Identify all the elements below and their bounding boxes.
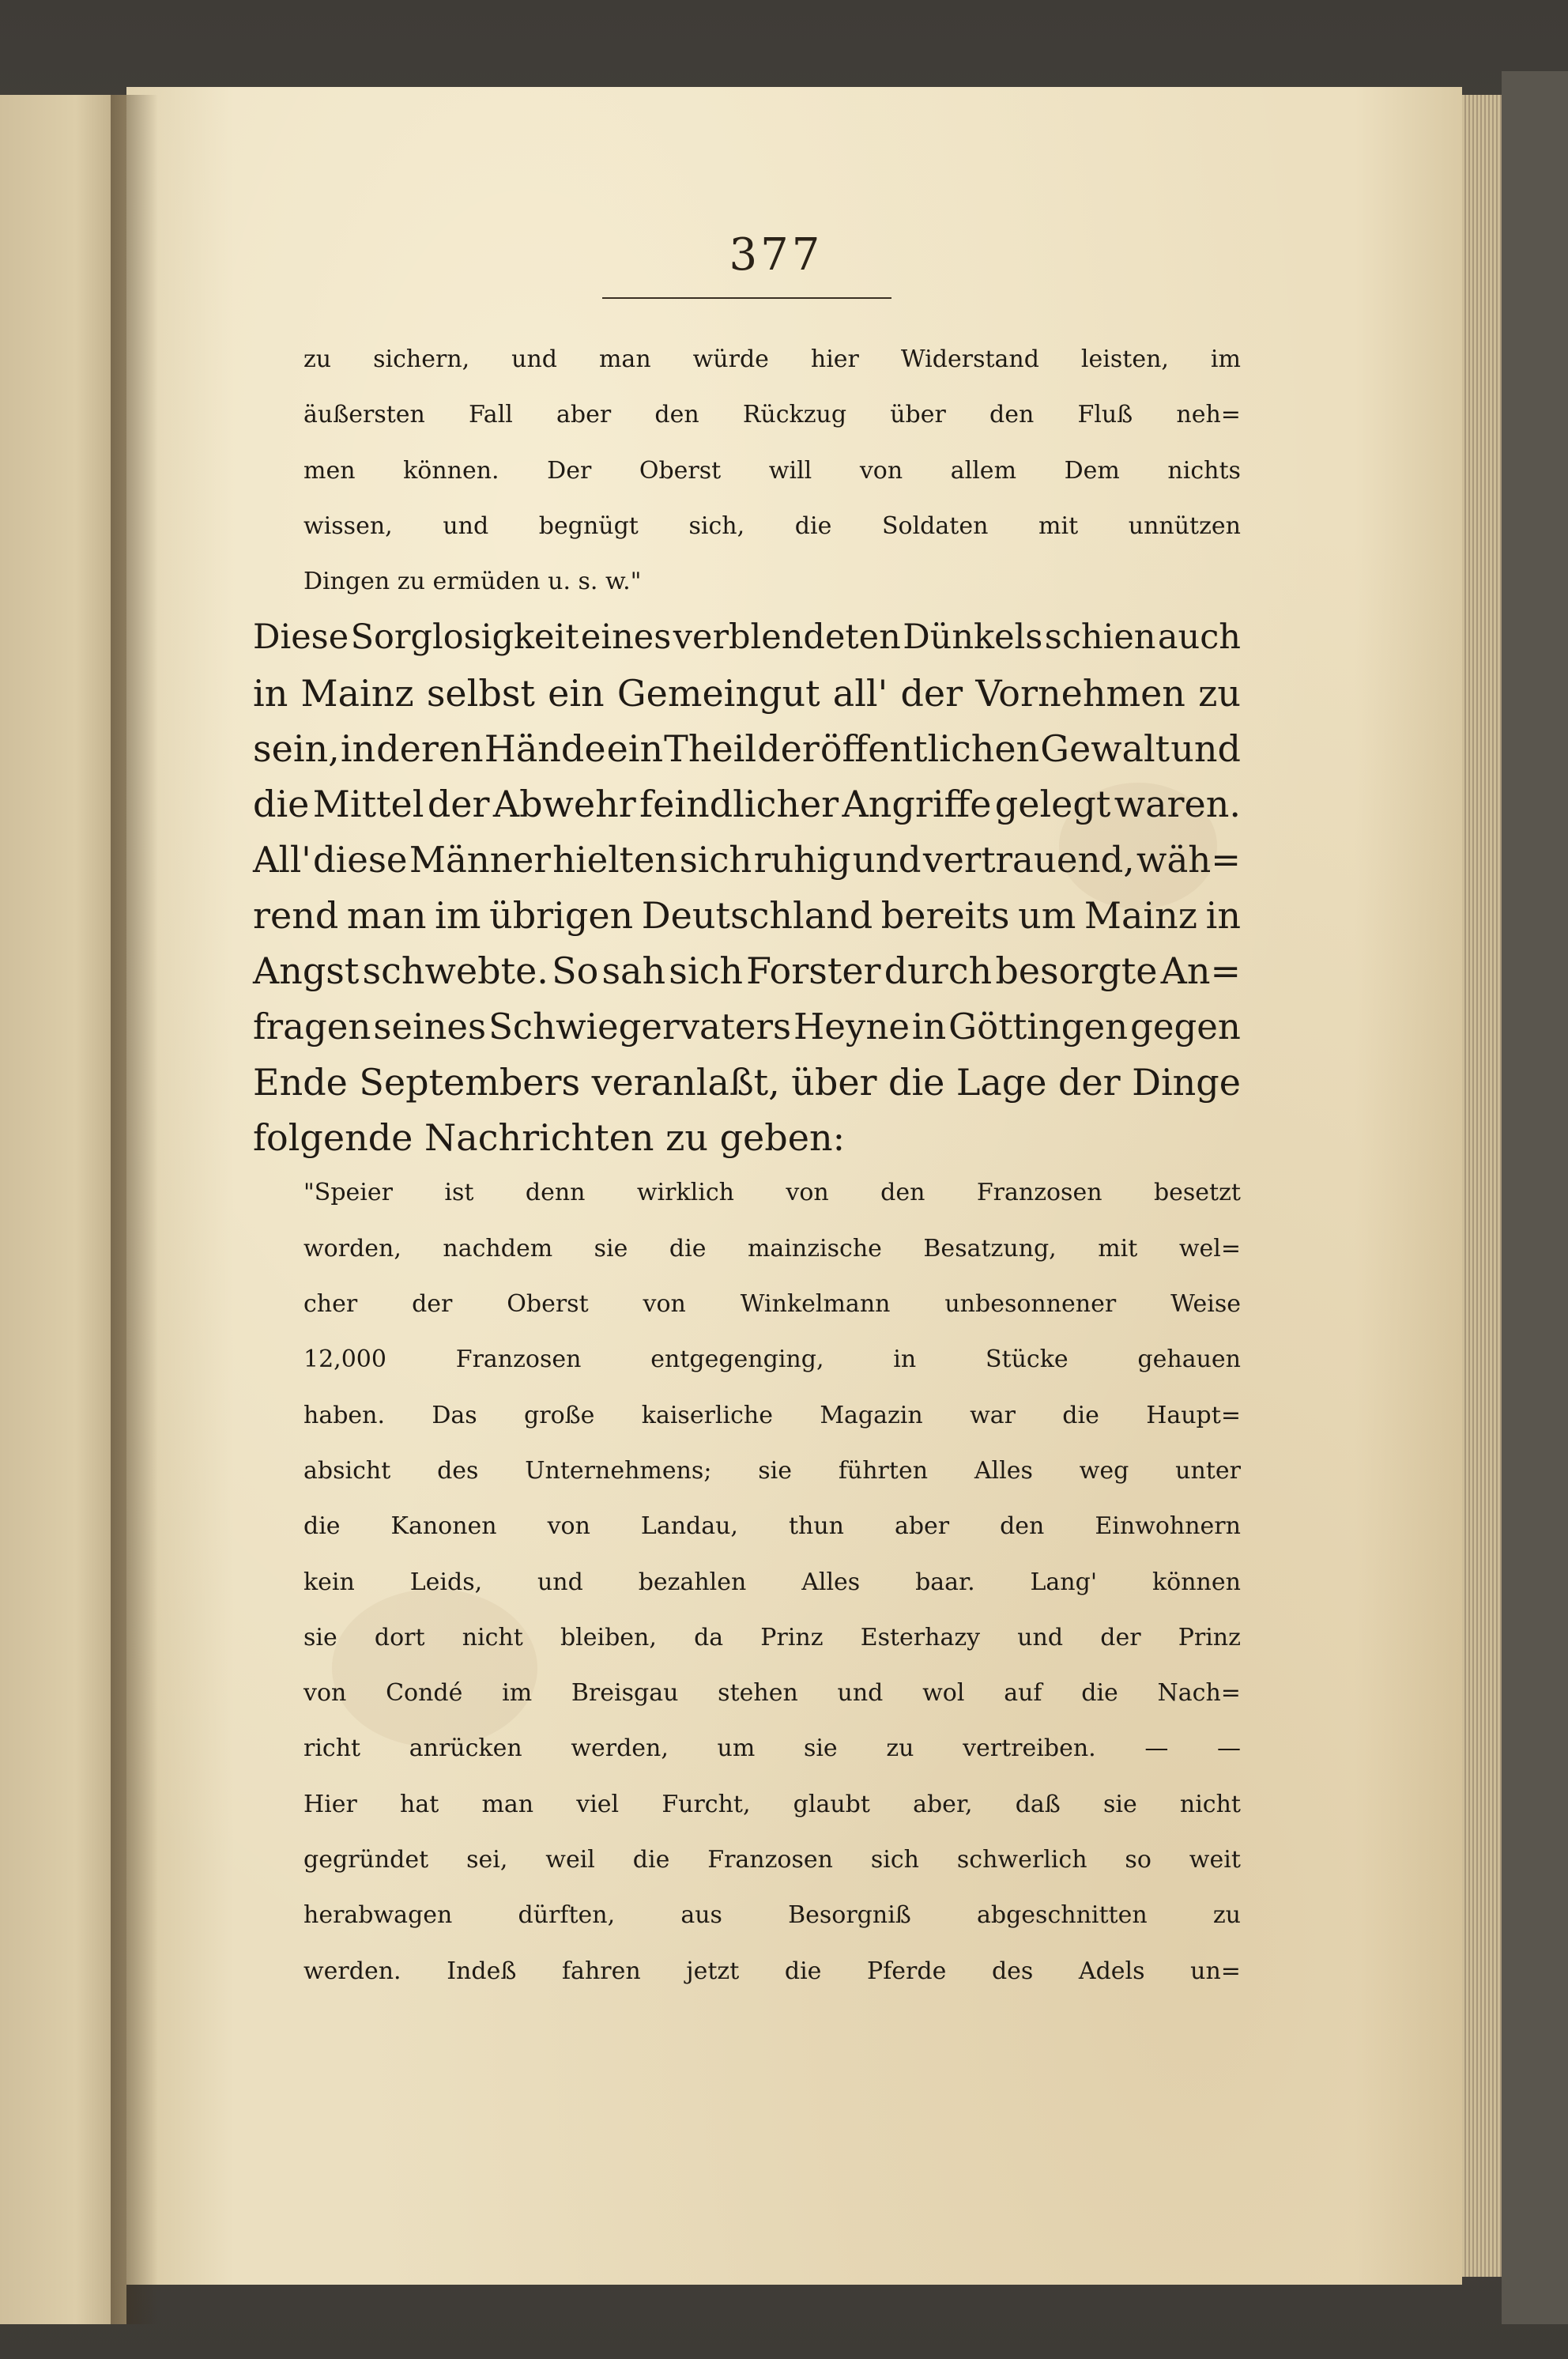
text-line: Diese Sorglosigkeit eines verblendeten Dünkels schien auch [253, 617, 1241, 658]
text-line: sein, in deren Hände ein Theil der öffentlichen Gewalt und [253, 727, 1241, 771]
text-line: sie dort nicht bleiben, da Prinz Esterhazy und der Prinz [303, 1623, 1241, 1651]
text-line: kein Leids, und bezahlen Alles baar. Lang' können [303, 1568, 1241, 1596]
text-line: äußersten Fall aber den Rückzug über den Fluß neh= [303, 401, 1241, 429]
text-line: in Mainz selbst ein Gemeingut all' der Vornehmen zu [253, 671, 1241, 715]
book-cover-edge [1502, 71, 1568, 2324]
text-line: fragen seines Schwiegervaters Heyne in Göttingen gegen [253, 1005, 1241, 1047]
text-line: "Speier ist denn wirklich von den Franzosen besetzt [303, 1179, 1241, 1207]
text-line: haben. Das große kaiserliche Magazin war die Haupt= [303, 1401, 1241, 1429]
text-line: cher der Oberst von Winkelmann unbesonnener Weise [303, 1290, 1241, 1319]
text-line: die Kanonen von Landau, thun aber den Einwohnern [303, 1512, 1241, 1541]
text-line: richt anrücken werden, um sie zu vertreiben. — — [303, 1734, 1241, 1763]
text-line: Hier hat man viel Furcht, glaubt aber, daß sie nicht [303, 1790, 1241, 1818]
text-line: herabwagen dürften, aus Besorgniß abgeschnitten zu [303, 1901, 1241, 1930]
text-line: von Condé im Breisgau stehen und wol auf die Nach= [303, 1679, 1241, 1708]
facing-page-edge [0, 95, 126, 2324]
text-line: gegründet sei, weil die Franzosen sich schwerlich so weit [303, 1846, 1241, 1874]
text-line: Dingen zu ermüden u. s. w." [303, 568, 642, 596]
text-line: rend man im übrigen Deutschland bereits um Mainz in [253, 893, 1241, 937]
spine-shadow [111, 95, 158, 2324]
text-line: folgende Nachrichten zu geben: [253, 1116, 846, 1160]
text-line: worden, nachdem sie die mainzische Besatzung, mit wel= [303, 1234, 1241, 1263]
text-line: die Mittel der Abwehr feindlicher Angriffe gelegt waren. [253, 783, 1241, 826]
header-rule [602, 297, 891, 299]
page-number-text: 377 [729, 229, 824, 281]
text-line: 12,000 Franzosen entgegenging, in Stücke gehauen [303, 1346, 1241, 1374]
text-line: zu sichern, und man würde hier Widerstand leisten, im [303, 345, 1241, 373]
text-line: werden. Indeß fahren jetzt die Pferde des Adels un= [303, 1957, 1241, 1985]
text-line: Angst schwebte. So sah sich Forster durch besorgte An= [253, 949, 1241, 993]
text-line: wissen, und begnügt sich, die Soldaten mit unnützen [303, 511, 1241, 540]
text-line: men können. Der Oberst will von allem Dem nichts [303, 456, 1241, 485]
body-text [253, 332, 1241, 1999]
text-line: All' diese Männer hielten sich ruhig und vertrauend, wäh= [253, 838, 1241, 881]
page-number [0, 229, 1568, 281]
text-line: absicht des Unternehmens; sie führten Alles weg unter [303, 1456, 1241, 1485]
text-line: Ende Septembers veranlaßt, über die Lage der Dinge [253, 1060, 1241, 1104]
